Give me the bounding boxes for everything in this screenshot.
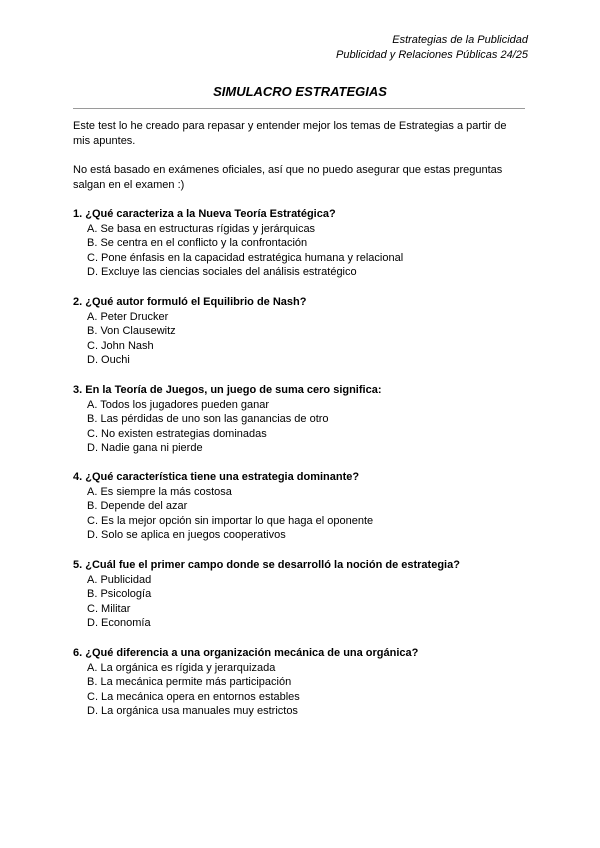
intro-paragraph-2: No está basado en exámenes oficiales, así que no puedo asegurar que estas preguntas salgan en el examen :) [73,164,503,191]
question-2 [73,295,533,368]
question-options [73,222,533,280]
question-options [73,310,533,368]
question-title: 4. ¿Qué característica tiene una estrategia dominante? [73,471,360,483]
question-options [73,485,533,543]
question-options [73,661,533,719]
question-options [73,573,533,631]
option-d: D. Nadie gana ni pierde [87,442,203,455]
option-c: C. Es la mejor opción sin importar lo que haga el oponente [87,514,374,527]
option-b: B. Von Clausewitz [87,325,176,338]
option-d: D. Solo se aplica en juegos cooperativos [87,529,286,542]
option-d: D. Economía [87,617,151,630]
option-b: B. La mecánica permite más participación [87,676,292,689]
option-a: A. Es siempre la más costosa [87,485,232,498]
question-options [73,398,533,456]
page-title: SIMULACRO ESTRATEGIAS [213,84,387,99]
option-b: B. Depende del azar [87,500,188,513]
option-a: A. La orgánica es rígida y jerarquizada [87,661,276,674]
option-b: B. Se centra en el conflicto y la confrontación [87,237,308,250]
option-d: D. Excluye las ciencias sociales del análisis estratégico [87,266,357,279]
option-c: C. Pone énfasis en la capacidad estratégica humana y relacional [87,251,404,264]
question-title: 6. ¿Qué diferencia a una organización mecánica de una orgánica? [73,647,419,659]
page-header [336,33,528,63]
question-3 [73,383,533,456]
option-d: D. La orgánica usa manuales muy estrictos [87,705,298,718]
intro-paragraph-1: Este test lo he creado para repasar y entender mejor los temas de Estrategias a partir de mis apuntes. [73,120,507,147]
question-title: 5. ¿Cuál fue el primer campo donde se desarrolló la noción de estrategia? [73,559,460,571]
option-a: A. Peter Drucker [87,310,169,323]
question-6 [73,646,533,719]
header-course: Estrategias de la Publicidad [392,34,528,46]
question-title: 1. ¿Qué caracteriza a la Nueva Teoría Estratégica? [73,208,336,220]
option-c: C. No existen estrategias dominadas [87,427,267,440]
option-a: A. Se basa en estructuras rígidas y jerárquicas [87,222,316,235]
option-b: B. Las pérdidas de uno son las ganancias de otro [87,413,329,426]
title-divider [73,108,525,109]
option-d: D. Ouchi [87,354,130,367]
question-title: 3. En la Teoría de Juegos, un juego de suma cero significa: [73,384,382,396]
option-c: C. La mecánica opera en entornos estables [87,690,300,703]
question-title: 2. ¿Qué autor formuló el Equilibrio de Nash? [73,296,307,308]
question-1 [73,207,533,280]
option-c: C. Militar [87,602,131,615]
option-c: C. John Nash [87,339,154,352]
header-degree: Publicidad y Relaciones Públicas 24/25 [335,49,528,61]
option-a: A. Todos los jugadores pueden ganar [87,398,270,411]
option-a: A. Publicidad [87,573,152,586]
question-4 [73,470,533,543]
option-b: B. Psicología [87,588,152,601]
question-5 [73,558,533,631]
